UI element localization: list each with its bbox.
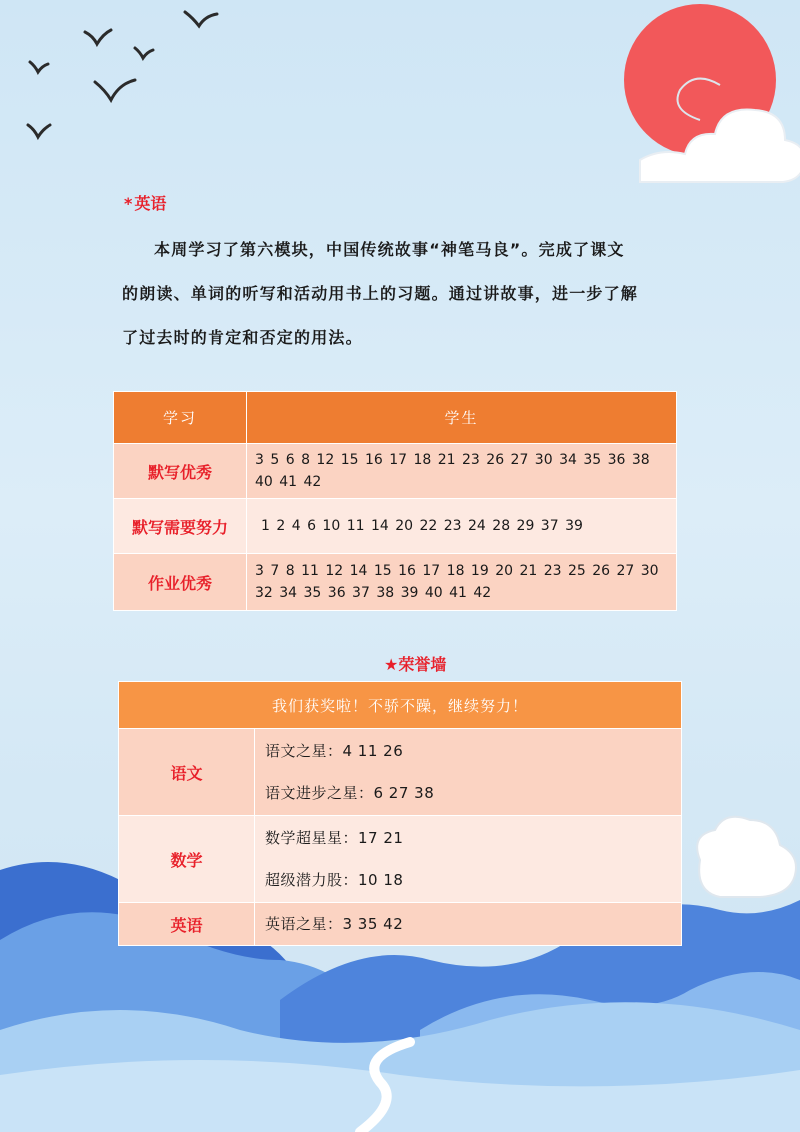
honor-wall-title: [384, 652, 446, 675]
award-list: [255, 816, 682, 903]
star-icon: ★: [384, 655, 399, 674]
row-category: 默写优秀: [114, 444, 247, 499]
award-item: 英语之星：3 35 42: [265, 915, 404, 933]
english-section-title: [124, 191, 166, 214]
subject-label: 英语: [119, 903, 255, 946]
study-table-header: [114, 392, 677, 444]
subject-label: 语文: [119, 729, 255, 816]
paragraph-line: 了过去时的肯定和否定的用法。: [122, 328, 363, 347]
english-summary-paragraph: [122, 228, 682, 360]
award-list: [255, 903, 682, 946]
row-students: 3 5 6 8 12 15 16 17 18 21 23 26 27 30 34 35 36 38 40 41 42: [247, 444, 677, 499]
award-list: [255, 729, 682, 816]
table-row: [119, 816, 682, 903]
award-item: 语文进步之星：6 27 38: [265, 784, 435, 802]
header-study: 学习: [114, 392, 247, 444]
honor-banner: 我们获奖啦！不骄不躁，继续努力！: [119, 682, 682, 729]
honor-banner-row: [119, 682, 682, 729]
table-row: [114, 444, 677, 499]
table-row: [114, 499, 677, 554]
table-row: [114, 554, 677, 611]
award-item: 语文之星：4 11 26: [265, 742, 404, 760]
study-table: [113, 391, 677, 611]
honor-wall-table: [118, 681, 682, 946]
paragraph-line: 本周学习了第六模块，中国传统故事“神笔马良”。完成了课文: [154, 240, 625, 259]
award-item: 数学超星星：17 21: [265, 829, 404, 847]
award-item: 超级潜力股：10 18: [265, 871, 404, 889]
paragraph-line: 的朗读、单词的听写和活动用书上的习题。通过讲故事，进一步了解: [122, 284, 639, 303]
table-row: [119, 903, 682, 946]
honor-title-text: 荣誉墙: [398, 655, 447, 674]
row-category: 默写需要努力: [114, 499, 247, 554]
header-students: 学生: [247, 392, 677, 444]
subject-label: 数学: [119, 816, 255, 903]
row-students: 1 2 4 6 10 11 14 20 22 23 24 28 29 37 39: [247, 499, 677, 554]
asterisk-icon: *: [124, 194, 133, 213]
row-category: 作业优秀: [114, 554, 247, 611]
table-row: [119, 729, 682, 816]
row-students: 3 7 8 11 12 14 15 16 17 18 19 20 21 23 25 26 27 30 32 34 35 36 37 38 39 40 41 42: [247, 554, 677, 611]
english-title-text: 英语: [134, 194, 167, 213]
